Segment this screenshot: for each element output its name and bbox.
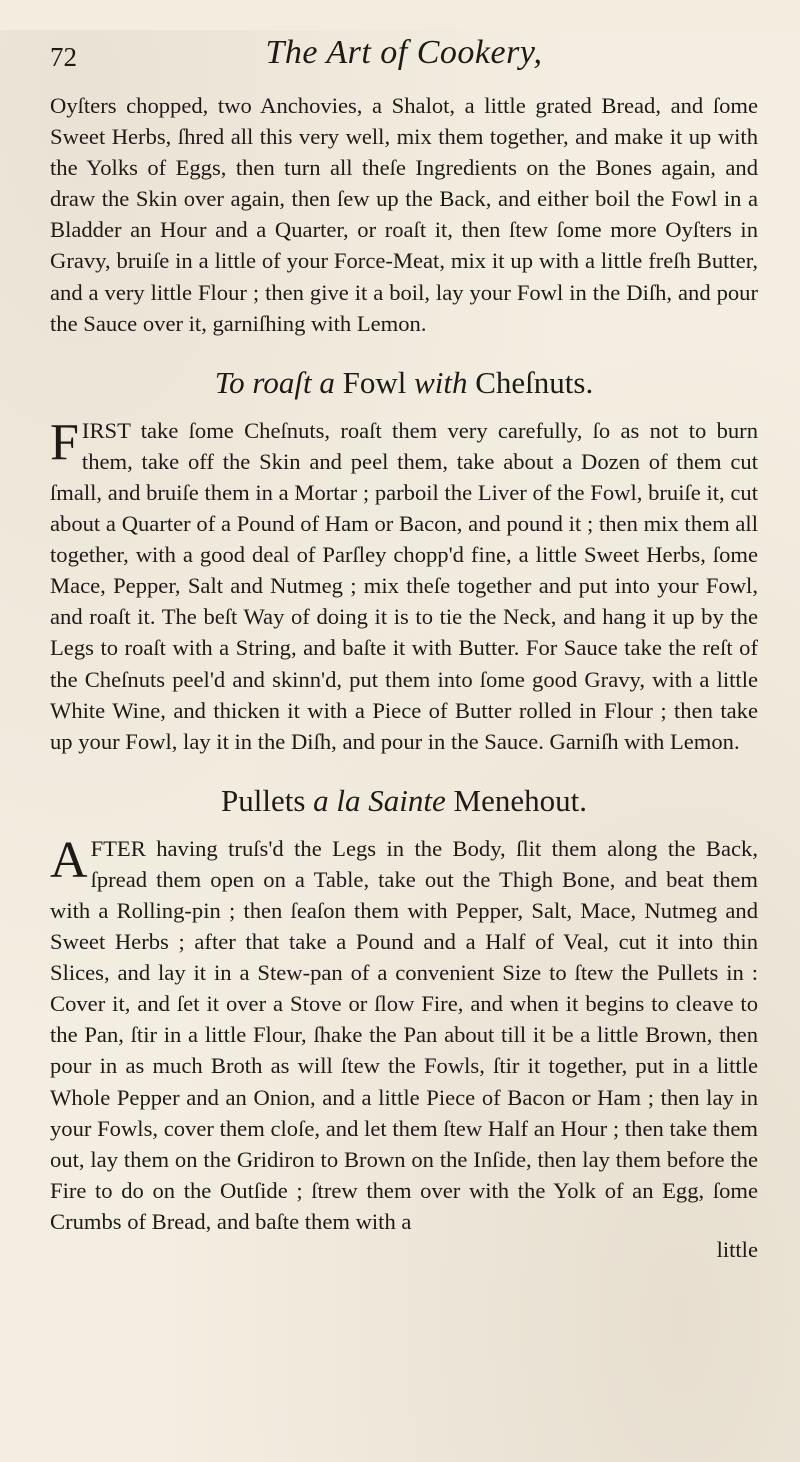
recipe-body: IRST take ſome Cheſnuts, roaſt them very carefully, ſo as not to burn them, take off the Skin and peel them, take about a Dozen of them cut ſmall, and bruiſe them in a Mortar ; parboil the Liver of the Fowl, bruiſe it, cut about a Quarter of a Pound of Ham or Bacon, and pound it ; then mix them all together, with a good deal of Parſley chopp'd fine, a little Sweet Herbs, ſome Mace, Pepper, Salt and Nutmeg ; mix theſe together and put into your Fowl, and roaſt it. The beſt Way of doing it is to tie the Neck, and hang it up by the Legs to roaſt with a String, and baſte it with Butter. For Sauce take the reſt of the Cheſnuts peel'd and skinn'd, put them into ſome good Gravy, with a little White Wine, and thicken it with a Piece of Butter rolled in Flour ; then take up your Fowl, lay it in the Diſh, and pour in the Sauce. Garniſh with Lemon. [50,417,758,754]
recipe-body: FTER having truſs'd the Legs in the Body, ſlit them along the Back, ſpread them open on a Table, take out the Thigh Bone, and beat them with a Rolling-pin ; then ſeaſon them with Pepper, Salt, Mace, Nutmeg and Sweet Herbs ; after that take a Pound and a Half of Veal, cut it into thin Slices, and lay it in a Stew-pan of a convenient Size to ſtew the Pullets in : Cover it, and ſet it over a Stove or ſlow Fire, and when it begins to cleave to the Pan, ſtir in a little Flour, ſhake the Pan about till it be a little Brown, then pour in as much Broth as will ſtew the Fowls, ſtir it together, put in a little Whole Pepper and an Onion, and a little Piece of Bacon or Ham ; then lay in your Fowls, cover them cloſe, and let them ſtew Half an Hour ; then take them out, lay them on the Gridiron to Brown on the Inſide, then lay them before the Fire to do on the Outſide ; ſtrew them over with the Yolk of an Egg, ſome Crumbs of Bread, and baſte them with a [50,835,758,1234]
heading-part: Fowl [342,364,407,400]
section-heading-fowl-chesnuts [50,365,758,401]
heading-part: with [414,364,468,400]
running-head [50,30,758,90]
recipe-pullets [50,833,758,1237]
heading-part: Menehout. [453,782,587,818]
heading-part: a la Sainte [313,782,446,818]
heading-part: Cheſnuts. [475,364,594,400]
intro-paragraph: Oyſters chopped, two Anchovies, a Shalot, a little grated Bread, and ſome Sweet Herbs, ſhred all this very well, mix them together, and make it up with the Yolks of Eggs, then turn all theſe Ingredients on the Bones again, and draw the Skin over again, then ſew up the Back, and either boil the Fowl in a Bladder an Hour and a Quarter, or roaſt it, then ſtew ſome more Oyſters in Gravy, bruiſe in a little of your Force-Meat, mix it up with a little freſh Butter, and a very little Flour ; then give it a boil, lay your Fowl in the Diſh, and pour the Sauce over it, garniſhing with Lemon. [50,93,758,336]
catchword: little [716,1237,758,1262]
drop-cap: F [50,413,79,471]
heading-part: To roaſt a [214,364,335,400]
book-page [0,30,800,1462]
section-heading-pullets [50,783,758,819]
running-title: The Art of Cookery, [265,34,543,71]
heading-part: Pullets [221,782,306,818]
recipe-fowl-chesnuts [50,415,758,757]
page-number: 72 [50,42,77,72]
drop-cap: A [50,831,88,889]
